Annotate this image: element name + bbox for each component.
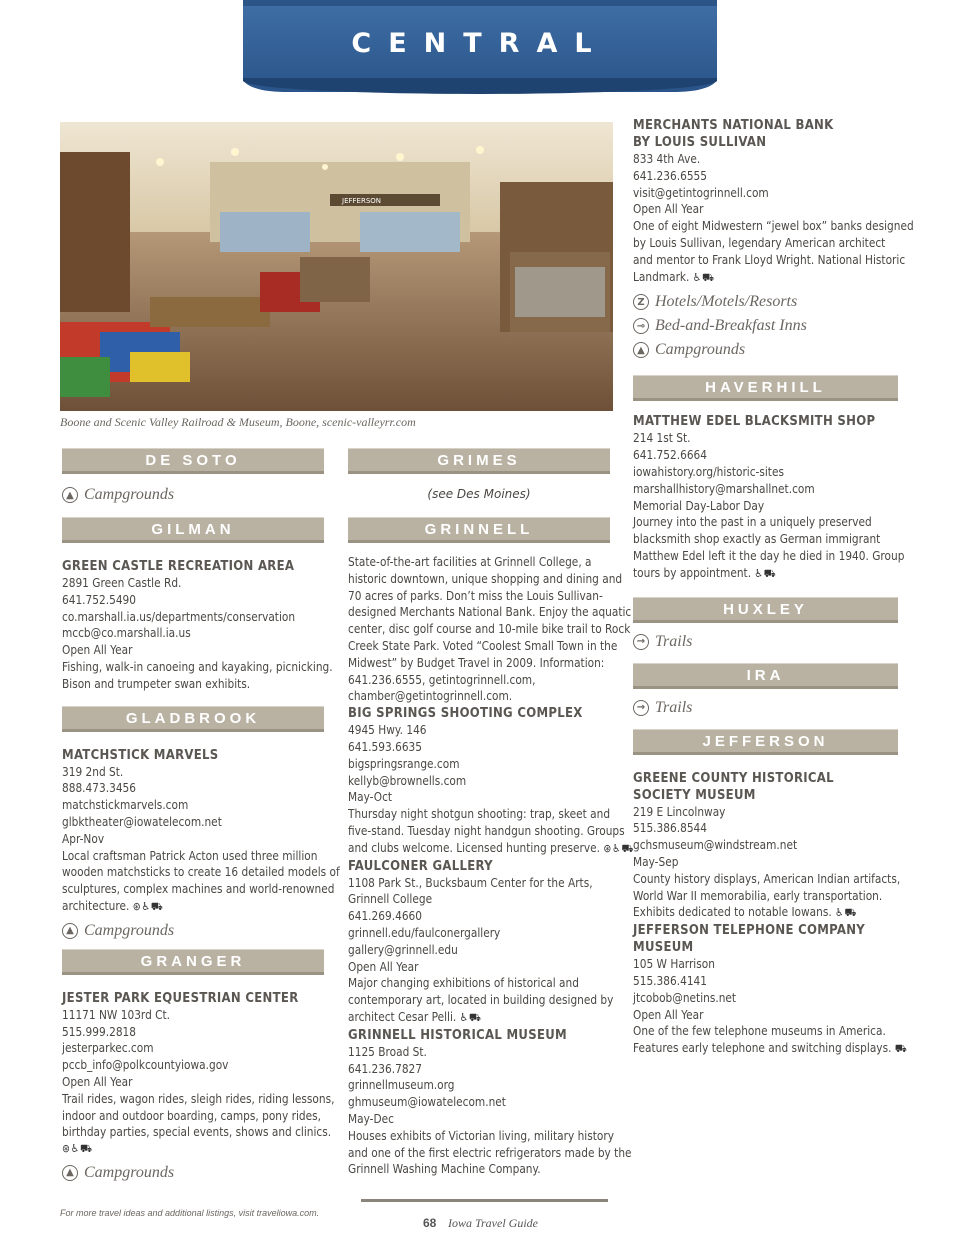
listing-title: GRINNELL HISTORICAL MUSEUM	[348, 1027, 567, 1043]
listing-line: Local craftsman Patrick Acton used three million	[62, 848, 318, 863]
campground-icon: ▲	[62, 1165, 78, 1181]
listing-line: Open All Year	[633, 1007, 704, 1022]
gladbrook-campgrounds[interactable]	[62, 919, 324, 943]
email[interactable]: gallery@grinnell.edu	[348, 942, 458, 957]
listing-line: Grinnell Washing Machine Company.	[348, 1162, 541, 1177]
listing-title: BIG SPRINGS SHOOTING COMPLEX	[348, 706, 583, 722]
listing-line: May-Oct	[348, 790, 393, 805]
listing-title: JESTER PARK EQUESTRIAN CENTER	[62, 990, 299, 1006]
listing-line: 1108 Park St., Bucksbaum Center for the Arts,	[348, 875, 593, 890]
category-label: Campgrounds	[84, 486, 175, 503]
listing-line	[62, 898, 287, 916]
email[interactable]: marshallhistory@marshallnet.com	[633, 481, 815, 496]
website[interactable]: jesterparkec.com	[62, 1041, 154, 1056]
right-column	[633, 117, 914, 1058]
phone: 641.752.6664	[633, 448, 708, 463]
listing-line: 11171 NW 103rd Ct.	[62, 1007, 171, 1022]
listing-line-text: Exhibits dedicated to notable Iowans.	[633, 905, 832, 920]
trail-icon: →	[633, 634, 649, 650]
amenity-icons: ♿⛟	[692, 270, 715, 284]
listing-title: GREENE COUNTY HISTORICAL	[633, 770, 834, 786]
listing-line-text: architecture.	[62, 898, 130, 913]
listing-line: Open All Year	[62, 643, 133, 658]
campground-icon: ▲	[62, 487, 78, 503]
listing-line: Thursday night shotgun shooting: trap, skeet and	[348, 807, 611, 822]
category-campgrounds[interactable]	[633, 338, 898, 362]
section-title: CENTRAL	[351, 28, 609, 59]
website[interactable]: co.marshall.ia.us/departments/conservation	[62, 609, 296, 624]
listing-line: indoor and outdoor boarding, camps, pony rides,	[62, 1108, 321, 1123]
category-bnb[interactable]	[633, 314, 898, 338]
huxley-trails[interactable]	[633, 630, 898, 654]
band-jefferson: JEFFERSON	[633, 729, 898, 755]
listing-line: Major changing exhibitions of historical and	[348, 976, 579, 991]
band-granger: GRANGER	[62, 949, 324, 975]
hotel-icon: Z	[633, 294, 649, 310]
listing-line: by Louis Sullivan, legendary American architect	[633, 235, 886, 250]
granger-campgrounds[interactable]	[62, 1161, 324, 1185]
listing-title: MATTHEW EDEL BLACKSMITH SHOP	[633, 414, 876, 430]
listing-line: Open All Year	[633, 202, 704, 217]
listing-line: Bison and trumpeter swan exhibits.	[62, 676, 251, 691]
website[interactable]: matchstickmarvels.com	[62, 798, 189, 813]
listing-line: Journey into the past in a uniquely preserved	[633, 515, 872, 530]
listing-line: World War II memorabilia, early transportation.	[633, 888, 883, 903]
desoto-campgrounds[interactable]	[62, 483, 324, 507]
listing-line: Apr-Nov	[62, 831, 105, 846]
phone: 641.269.4660	[348, 909, 423, 924]
listing-line: 105 W Harrison	[633, 957, 715, 972]
amenity-icons: ⛟	[894, 1042, 908, 1056]
listing-line: Trail rides, wagon rides, sleigh rides, riding lessons,	[62, 1091, 335, 1106]
band-desoto: DE SOTO	[62, 448, 324, 474]
website[interactable]: bigspringsrange.com	[348, 756, 460, 771]
band-gladbrook: GLADBROOK	[62, 706, 324, 732]
listing-line	[633, 269, 861, 287]
category-label: Campgrounds	[655, 341, 746, 359]
left-column	[62, 448, 340, 1185]
amenity-icons: ⊛♿⛟	[603, 841, 635, 855]
middle-column	[348, 448, 635, 1178]
publication-title: Iowa Travel Guide	[448, 1216, 538, 1230]
campground-icon: ▲	[62, 923, 78, 939]
listing-line: 219 E Lincolnway	[633, 804, 726, 819]
phone: 641.236.7827	[348, 1061, 423, 1076]
listing-line	[348, 840, 635, 858]
listing-line: Memorial Day-Labor Day	[633, 498, 765, 513]
email[interactable]: gchsmuseum@windstream.net	[633, 838, 798, 853]
website[interactable]: iowahistory.org/historic-sites	[633, 464, 784, 479]
grimes-note: (see Des Moines)	[427, 487, 531, 501]
photo-sign: JEFFERSON	[342, 197, 382, 205]
intro-line: State-of-the-art facilities at Grinnell College, a	[348, 555, 592, 569]
band-grimes: GRIMES	[348, 448, 610, 474]
website[interactable]: grinnell.edu/faulconergallery	[348, 925, 501, 940]
category-label: Hotels/Motels/Resorts	[655, 293, 798, 311]
band-ira: IRA	[633, 663, 898, 689]
listing-line-text: tours by appointment.	[633, 565, 752, 580]
listing-line: and one of the first electric refrigerators made by the	[348, 1145, 632, 1160]
listing-line: Matthew Edel left it the day he died in 1940. Group	[633, 548, 905, 563]
amenity-icons: ⊛♿⛟	[132, 899, 164, 913]
amenity-icons: ♿⛟	[754, 566, 777, 580]
listing-line: 319 2nd St.	[62, 764, 124, 779]
intro-line: center, disc golf course and 10-mile bike trail to Rock	[348, 622, 631, 637]
listing-line: 4945 Hwy. 146	[348, 723, 427, 738]
band-haverhill: HAVERHILL	[633, 375, 898, 401]
ira-trails[interactable]	[633, 696, 898, 720]
phone: 641.236.6555	[633, 168, 708, 183]
key-icon: ⊸	[633, 318, 649, 334]
category-label: Trails	[655, 632, 693, 650]
listing-line	[633, 565, 861, 583]
listing-title: MERCHANTS NATIONAL BANK	[633, 118, 834, 133]
phone: 641.752.5490	[62, 592, 137, 607]
listing-line: County history displays, American Indian artifacts,	[633, 871, 901, 886]
website[interactable]: grinnellmuseum.org	[348, 1078, 455, 1093]
museum-photo-art	[60, 122, 613, 411]
intro-line: historic downtown, unique shopping and dining and	[348, 571, 623, 586]
listing-line: One of eight Midwestern “jewel box” banks designed	[633, 219, 914, 234]
category-label: Campgrounds	[84, 921, 175, 939]
listing-line-text: Landmark.	[633, 269, 690, 284]
listing-line: 1125 Broad St.	[348, 1044, 427, 1059]
listing-title: BY LOUIS SULLIVAN	[633, 135, 767, 150]
listing-title: FAULCONER GALLERY	[348, 858, 493, 874]
listing-line-text: architect Cesar Pelli.	[348, 1009, 457, 1024]
listing-title: JEFFERSON TELEPHONE COMPANY MUSEUM	[633, 923, 866, 956]
listing-line: 214 1st St.	[633, 431, 691, 446]
campground-icon: ▲	[633, 342, 649, 358]
listing-line: Grinnell College	[348, 892, 433, 907]
museum-photo	[60, 122, 613, 411]
phone: 515.999.2818	[62, 1024, 137, 1039]
photo-caption: Boone and Scenic Valley Railroad & Museum, Boone, scenic-valleyrr.com	[60, 415, 416, 429]
listing-line-text: and clubs welcome. Licensed hunting preserve.	[348, 840, 600, 855]
listing-line	[633, 1040, 908, 1058]
intro-line: 641.236.6555, getintogrinnell.com,	[348, 672, 536, 687]
intro-line: designed Merchants National Bank. Enjoy the aquatic	[348, 605, 632, 620]
email[interactable]: mccb@co.marshall.ia.us	[62, 626, 191, 641]
phone: 888.473.3456	[62, 781, 137, 796]
email[interactable]: jtcobob@netins.net	[633, 990, 737, 1005]
category-label: Trails	[655, 698, 693, 716]
intro-line: chamber@getintogrinnell.com.	[348, 689, 513, 704]
phone: 641.593.6635	[348, 739, 423, 754]
listing-line: Houses exhibits of Victorian living, military history	[348, 1128, 614, 1143]
listing-line	[348, 1009, 573, 1027]
footer-rule	[361, 1199, 608, 1202]
listing-line: five-stand. Tuesday night handgun shooting. Groups	[348, 823, 625, 838]
listing-title: GREEN CASTLE RECREATION AREA	[62, 559, 295, 574]
listing-line: May-Sep	[633, 854, 679, 869]
listing-line: and mentor to Frank Lloyd Wright. National Historic	[633, 252, 906, 267]
listing-line: wooden matchsticks to create 16 detailed models of	[62, 865, 340, 880]
category-hotels[interactable]	[633, 290, 898, 314]
phone: 515.386.8544	[633, 821, 708, 836]
intro-line: 70 acres of parks. Don’t miss the Louis Sullivan-	[348, 588, 603, 603]
amenity-icons: ♿⛟	[835, 906, 858, 920]
listing-line: Open All Year	[62, 1074, 133, 1089]
listing-line: blacksmith shop exactly as German immigrant	[633, 532, 881, 547]
band-gilman: GILMAN	[62, 517, 324, 543]
phone: 515.386.4141	[633, 973, 708, 988]
intro-line: Midwest” by Budget Travel in 2009. Information:	[348, 655, 605, 670]
intro-line: Creek State Park. Voted “Coolest Small Town in the	[348, 638, 618, 653]
listing-line: contemporary art, located in building designed by	[348, 993, 614, 1008]
listing-line: sculptures, complex machines and world-renowned	[62, 882, 335, 897]
email[interactable]: pccb_info@polkcountyiowa.gov	[62, 1058, 229, 1073]
listing-line: One of the few telephone museums in America.	[633, 1024, 886, 1039]
email[interactable]: glbktheater@iowatelecom.net	[62, 814, 222, 829]
listing-line: May-Dec	[348, 1111, 394, 1126]
trail-icon: →	[633, 700, 649, 716]
listing-line: birthday parties, special events, shows and clinics.	[62, 1125, 332, 1140]
footer-note: For more travel ideas and additional listings, visit traveliowa.com.	[60, 1208, 320, 1218]
email[interactable]: visit@getintogrinnell.com	[633, 185, 769, 200]
listing-line: 2891 Green Castle Rd.	[62, 576, 182, 590]
listing-line	[633, 904, 861, 922]
page-number: 68	[423, 1216, 437, 1230]
listing-line: Fishing, walk-in canoeing and kayaking, picnicking.	[62, 659, 333, 674]
band-grinnell: GRINNELL	[348, 517, 610, 543]
listing-line: Open All Year	[348, 959, 419, 974]
amenity-icons: ⊛♿⛟	[62, 1142, 93, 1156]
listing-line-text: Features early telephone and switching displays.	[633, 1041, 892, 1056]
email[interactable]: kellyb@brownells.com	[348, 773, 467, 788]
category-label: Campgrounds	[84, 1163, 175, 1181]
listing-line: 833 4th Ave.	[633, 152, 701, 166]
listing-title: MATCHSTICK MARVELS	[62, 747, 219, 763]
amenity-icons: ♿⛟	[459, 1010, 482, 1024]
email[interactable]: ghmuseum@iowatelecom.net	[348, 1095, 506, 1110]
band-huxley: HUXLEY	[633, 597, 898, 623]
category-label: Bed-and-Breakfast Inns	[655, 317, 807, 335]
listing-title: SOCIETY MUSEUM	[633, 787, 756, 803]
